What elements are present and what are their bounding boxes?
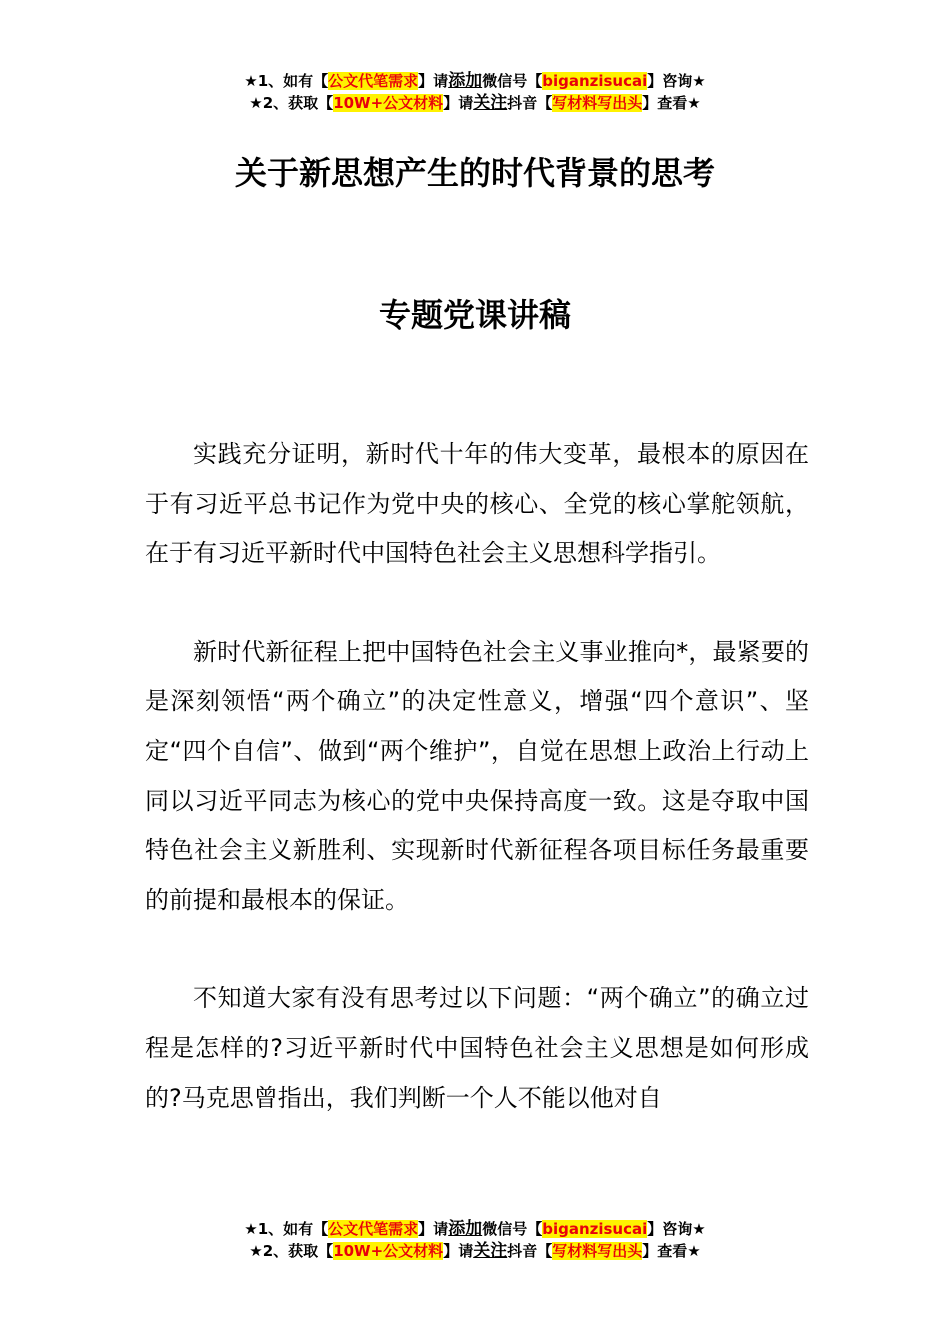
star-icon: ★ [244, 1220, 258, 1238]
footer-line-1: ★1、如有【公文代笔需求】请添加微信号【biganzisucai】咨询★ [244, 1219, 706, 1239]
document-subtitle: 专题党课讲稿 [378, 296, 571, 334]
star-icon: ★ [249, 1242, 263, 1260]
star-icon: ★ [244, 72, 258, 90]
douyin-id-highlight: 写材料写出头 [552, 1242, 643, 1260]
header-banner [0, 70, 950, 114]
document-title: 关于新思想产生的时代背景的思考 [234, 154, 715, 192]
document-body [145, 430, 809, 1172]
service-highlight: 公文代笔需求 [328, 72, 419, 90]
body-paragraph: 实践充分证明，新时代十年的伟大变革，最根本的原因在于有习近平总书记作为党中央的核心、全党的核心掌舵领航，在于有习近平新时代中国特色社会主义思想科学指引。 [145, 440, 809, 568]
body-paragraph: 新时代新征程上把中国特色社会主义事业推向*，最紧要的是深刻领悟“两个确立”的决定性意义，增强“四个意识”、坚定“四个自信”、做到“两个维护”，自觉在思想上政治上行动上同以习近平同志为核心的党中央保持高度一致。这是夺取中国特色社会主义新胜利、实现新时代新征程各项目标任务最重要的前提和最根本的保证。 [145, 637, 809, 914]
wechat-id-highlight: biganzisucai [542, 1220, 648, 1238]
star-icon: ★ [692, 1220, 706, 1238]
header-line-2: ★2、获取【10W+公文材料】请关注抖音【写材料写出头】查看★ [249, 93, 701, 113]
body-paragraph: 不知道大家有没有思考过以下问题：“两个确立”的确立过程是怎样的?习近平新时代中国特色社会主义思想是如何形成的?马克思曾指出，我们判断一个人不能以他对自 [145, 984, 809, 1112]
star-icon: ★ [692, 72, 706, 90]
footer-line-2: ★2、获取【10W+公文材料】请关注抖音【写材料写出头】查看★ [249, 1241, 701, 1261]
service-highlight: 公文代笔需求 [328, 1220, 419, 1238]
materials-highlight: 10W+公文材料 [333, 94, 444, 112]
wechat-id-highlight: biganzisucai [542, 72, 648, 90]
footer-banner [0, 1218, 950, 1262]
star-icon: ★ [687, 1242, 701, 1260]
star-icon: ★ [249, 94, 263, 112]
douyin-id-highlight: 写材料写出头 [552, 94, 643, 112]
star-icon: ★ [687, 94, 701, 112]
header-line-1: ★1、如有【公文代笔需求】请添加微信号【biganzisucai】咨询★ [244, 71, 706, 91]
materials-highlight: 10W+公文材料 [333, 1242, 444, 1260]
